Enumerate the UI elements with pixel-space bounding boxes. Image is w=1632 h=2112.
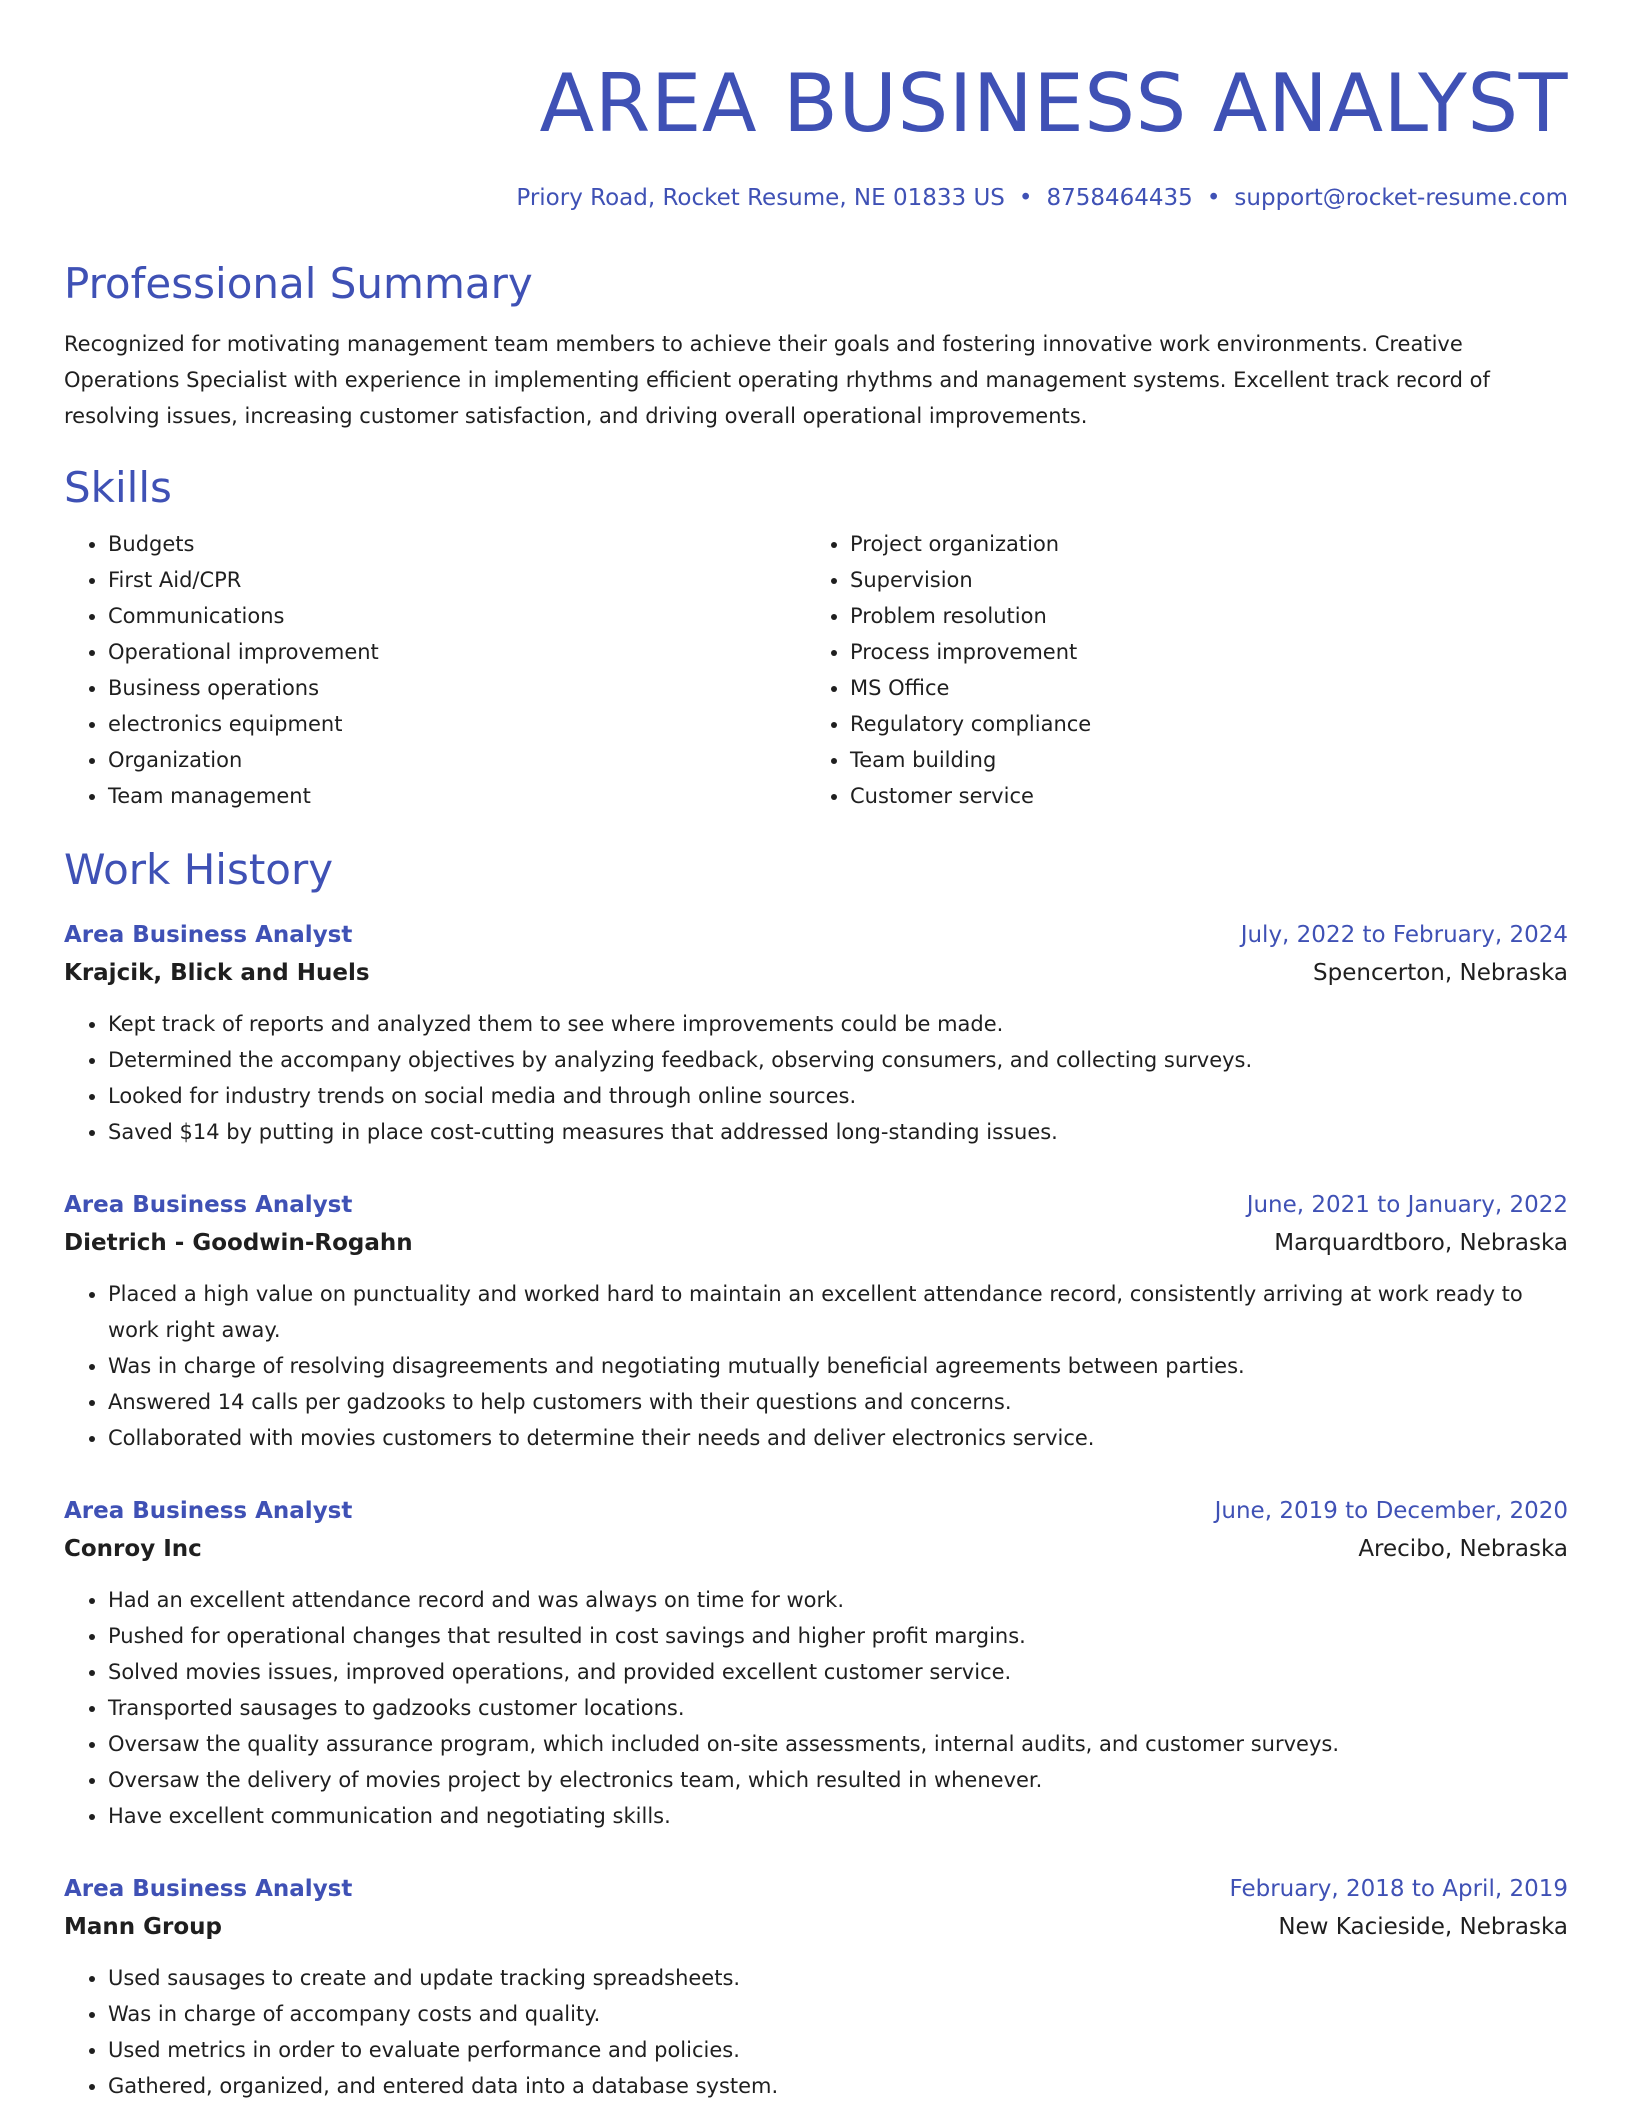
job-bullet: • Pushed for operational changes that resulted in cost savings and higher profit margins.: [108, 1618, 1568, 1654]
job-bullets: [64, 1582, 1568, 1834]
skill-item: • Business operations: [108, 670, 806, 706]
job-title-row: [64, 1186, 1568, 1224]
job-dates: June, 2021 to January, 2022: [1246, 1192, 1568, 1218]
skill-item: • Budgets: [108, 526, 806, 562]
summary-text: Recognized for motivating management team members to achieve their goals and fostering innovative work environments. Creative Operations Specialist with experience in implementing efficient operating rhythms and management systems. Excellent track record of resolving issues, increasing customer satisfaction, and driving overall operational improvements.: [64, 332, 1490, 428]
job-bullet: • Gathered, organized, and entered data into a database system.: [108, 2068, 1568, 2104]
job-dates: July, 2022 to February, 2024: [1240, 922, 1568, 948]
job-location: Arecibo, Nebraska: [1358, 1536, 1568, 1562]
job-company-row: [64, 1908, 1568, 1946]
job-bullet: • Transported sausages to gadzooks customer locations.: [108, 1690, 1568, 1726]
skills-heading: Skills: [64, 463, 172, 512]
job-bullets: [64, 1276, 1568, 1456]
job-bullet: • Oversaw the quality assurance program, which included on-site assessments, internal audits, and customer surveys.: [108, 1726, 1568, 1762]
job-bullet: • Answered 14 calls per gadzooks to help customers with their questions and concerns.: [108, 1384, 1568, 1420]
job-location: New Kacieside, Nebraska: [1278, 1914, 1568, 1940]
separator-dot: •: [1018, 185, 1033, 211]
contact-line: [64, 182, 1568, 214]
job-dates: February, 2018 to April, 2019: [1229, 1876, 1568, 1902]
job-entry: [64, 1186, 1568, 1456]
skill-item: • Problem resolution: [850, 598, 1548, 634]
skill-item: • Customer service: [850, 778, 1548, 814]
job-bullet: • Placed a high value on punctuality and worked hard to maintain an excellent attendance record, consistently arriving at work ready to work right away.: [108, 1276, 1568, 1348]
job-bullet: • Used sausages to create and update tracking spreadsheets.: [108, 1960, 1568, 1996]
skill-item: • Regulatory compliance: [850, 706, 1548, 742]
job-title-row: [64, 1870, 1568, 1908]
job-bullet: • Solved movies issues, improved operations, and provided excellent customer service.: [108, 1654, 1568, 1690]
job-company-row: [64, 954, 1568, 992]
job-bullet: • Have excellent communication and negotiating skills.: [108, 1798, 1568, 1834]
job-bullet: • Looked for industry trends on social media and through online sources.: [108, 1078, 1568, 1114]
skill-item: • Team building: [850, 742, 1548, 778]
company-name: Dietrich - Goodwin-Rogahn: [64, 1230, 413, 1256]
job-location: Spencerton, Nebraska: [1313, 960, 1568, 986]
job-title: Area Business Analyst: [64, 1192, 353, 1218]
job-bullets: [64, 1960, 1568, 2104]
job-bullet: • Used metrics in order to evaluate performance and policies.: [108, 2032, 1568, 2068]
job-entry: [64, 1870, 1568, 2104]
skills-columns: [64, 526, 1568, 814]
separator-dot: •: [1206, 185, 1221, 211]
job-company-row: [64, 1224, 1568, 1262]
skill-item: • electronics equipment: [108, 706, 806, 742]
job-title: Area Business Analyst: [64, 922, 353, 948]
phone: 8758464435: [1046, 185, 1193, 211]
job-entry: [64, 1492, 1568, 1834]
company-name: Krajcik, Blick and Huels: [64, 960, 370, 986]
job-bullet: • Oversaw the delivery of movies project by electronics team, which resulted in whenever.: [108, 1762, 1568, 1798]
skill-item: • Team management: [108, 778, 806, 814]
job-bullet: • Had an excellent attendance record and was always on time for work.: [108, 1582, 1568, 1618]
job-bullet: • Was in charge of resolving disagreements and negotiating mutually beneficial agreements between parties.: [108, 1348, 1568, 1384]
job-title-row: [64, 1492, 1568, 1530]
company-name: Mann Group: [64, 1914, 223, 1940]
email: support@rocket-resume.com: [1234, 185, 1568, 211]
skill-item: • First Aid/CPR: [108, 562, 806, 598]
skill-item: • Communications: [108, 598, 806, 634]
resume-page: [64, 0, 1568, 2104]
skill-item: • Supervision: [850, 562, 1548, 598]
skill-item: • Organization: [108, 742, 806, 778]
skill-item: • Operational improvement: [108, 634, 806, 670]
job-company-row: [64, 1530, 1568, 1568]
skills-list-right: [806, 526, 1548, 814]
work-history-heading: Work History: [64, 845, 334, 894]
skills-list-left: [64, 526, 806, 814]
skill-item: • MS Office: [850, 670, 1548, 706]
skill-item: • Process improvement: [850, 634, 1548, 670]
job-bullets: [64, 1006, 1568, 1150]
work-history-list: [64, 916, 1568, 2104]
summary-heading: Professional Summary: [64, 259, 533, 308]
resume-name: AREA BUSINESS ANALYST: [539, 57, 1568, 150]
job-bullet: • Saved $14 by putting in place cost-cutting measures that addressed long-standing issues.: [108, 1114, 1568, 1150]
job-title-row: [64, 916, 1568, 954]
job-bullet: • Collaborated with movies customers to determine their needs and deliver electronics service.: [108, 1420, 1568, 1456]
job-bullet: • Kept track of reports and analyzed them to see where improvements could be made.: [108, 1006, 1568, 1042]
skill-item: • Project organization: [850, 526, 1548, 562]
job-title: Area Business Analyst: [64, 1876, 353, 1902]
address: Priory Road, Rocket Resume, NE 01833 US: [516, 185, 1005, 211]
job-entry: [64, 916, 1568, 1150]
company-name: Conroy Inc: [64, 1536, 202, 1562]
job-dates: June, 2019 to December, 2020: [1214, 1498, 1568, 1524]
job-bullet: • Was in charge of accompany costs and quality.: [108, 1996, 1568, 2032]
job-bullet: • Determined the accompany objectives by analyzing feedback, observing consumers, and collecting surveys.: [108, 1042, 1568, 1078]
job-title: Area Business Analyst: [64, 1498, 353, 1524]
job-location: Marquardtboro, Nebraska: [1274, 1230, 1568, 1256]
